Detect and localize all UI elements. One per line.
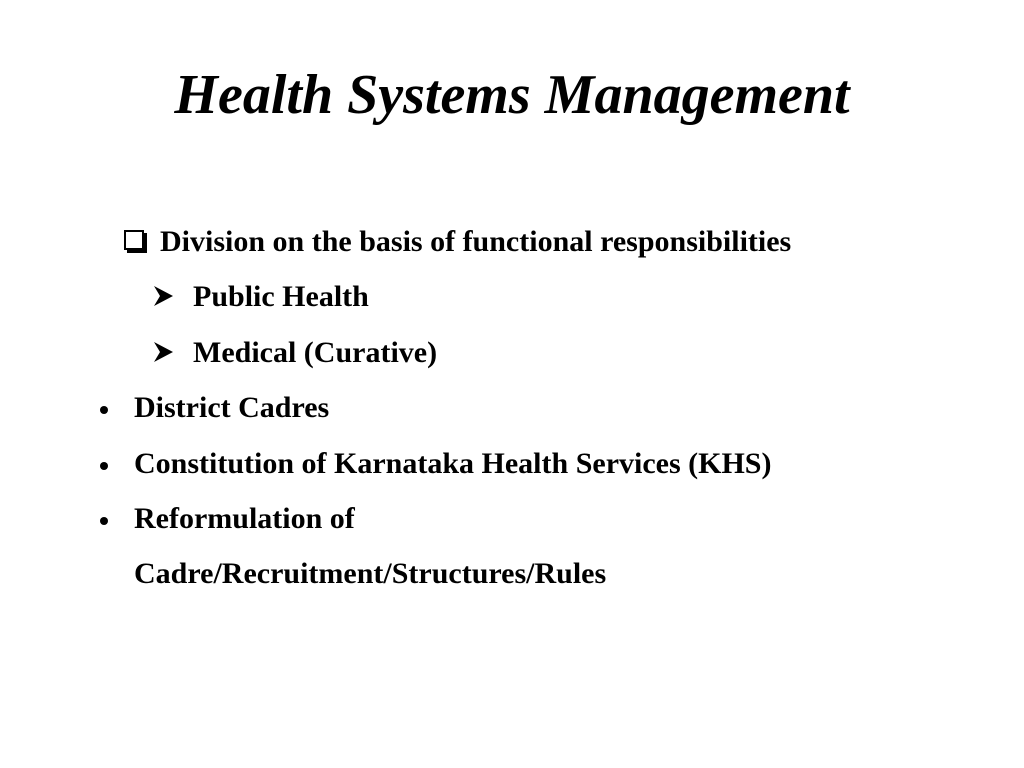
bullet-reformulation: Reformulation of — [134, 502, 355, 535]
checkbox-bullet-icon — [124, 230, 144, 250]
bullet-dot-icon — [100, 517, 108, 525]
sub-item-public-health: Public Health — [193, 280, 369, 313]
bullet-district-cadres: District Cadres — [134, 391, 330, 424]
bullet-reformulation-continuation: Cadre/Recruitment/Structures/Rules — [134, 557, 607, 590]
bullet-dot-icon — [100, 406, 108, 414]
slide-title: Health Systems Management — [174, 64, 850, 126]
arrow-bullet-icon — [152, 285, 174, 307]
bullet-constitution-khs: Constitution of Karnataka Health Services (KHS) — [134, 447, 772, 480]
sub-item-medical: Medical (Curative) — [193, 336, 438, 369]
arrow-bullet-icon — [152, 341, 174, 363]
bullet-dot-icon — [100, 462, 108, 470]
subheading-text: Division on the basis of functional responsibilities — [160, 225, 792, 258]
